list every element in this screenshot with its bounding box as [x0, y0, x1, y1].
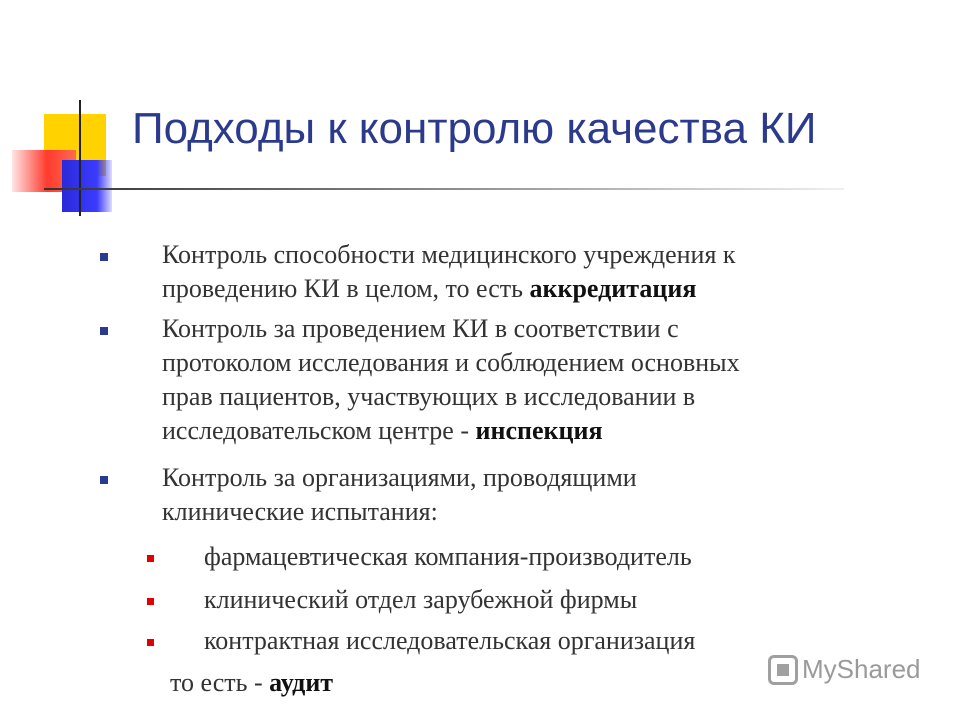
vertical-rule: [79, 100, 81, 216]
slideshow-icon: [768, 655, 798, 685]
bullet-icon: [100, 253, 108, 261]
item-line: клинические испытания:: [162, 497, 438, 526]
item-line: [162, 272, 736, 306]
item-line: прав пациентов, участвующих в исследовании в: [162, 382, 696, 411]
sub-list-item: контрактная исследовательская организация: [204, 626, 696, 655]
sub-list-item: клинический отдел зарубежной фирмы: [204, 585, 638, 614]
bullet-icon: [100, 476, 108, 484]
list-item-audit: [162, 461, 637, 529]
title-underline: [44, 188, 844, 190]
item-line: Контроль за организациями, проводящими: [162, 463, 637, 492]
item-line: протоколом исследования и соблюдением основных: [162, 348, 740, 377]
sub-bullet-icon: [147, 598, 154, 605]
sub-bullet-icon: [147, 555, 154, 562]
list-item-accreditation: [162, 238, 736, 306]
item-keyword: инспекция: [475, 416, 603, 445]
conclusion-keyword: аудит: [269, 668, 334, 697]
blue-square: [62, 160, 112, 212]
item-line: Контроль за проведением КИ в соответствии с: [162, 314, 679, 343]
sub-bullet-icon: [147, 639, 154, 646]
item-line-text: проведению КИ в целом, то есть: [162, 274, 530, 303]
item-line-text: исследовательском центре -: [162, 416, 476, 445]
bullet-icon: [100, 327, 108, 335]
item-line: [162, 414, 740, 448]
conclusion-line: [170, 666, 333, 700]
watermark-text: MyShared: [802, 654, 921, 684]
slide-title: Подходы к контролю качества КИ: [132, 104, 817, 153]
item-keyword: аккредитация: [529, 274, 697, 303]
item-line: Контроль способности медицинского учреждения к: [162, 240, 736, 269]
watermark: [768, 654, 921, 685]
list-item-inspection: [162, 312, 740, 448]
sub-list-item: фармацевтическая компания-производитель: [204, 542, 692, 571]
conclusion-prefix: то есть -: [170, 668, 270, 697]
